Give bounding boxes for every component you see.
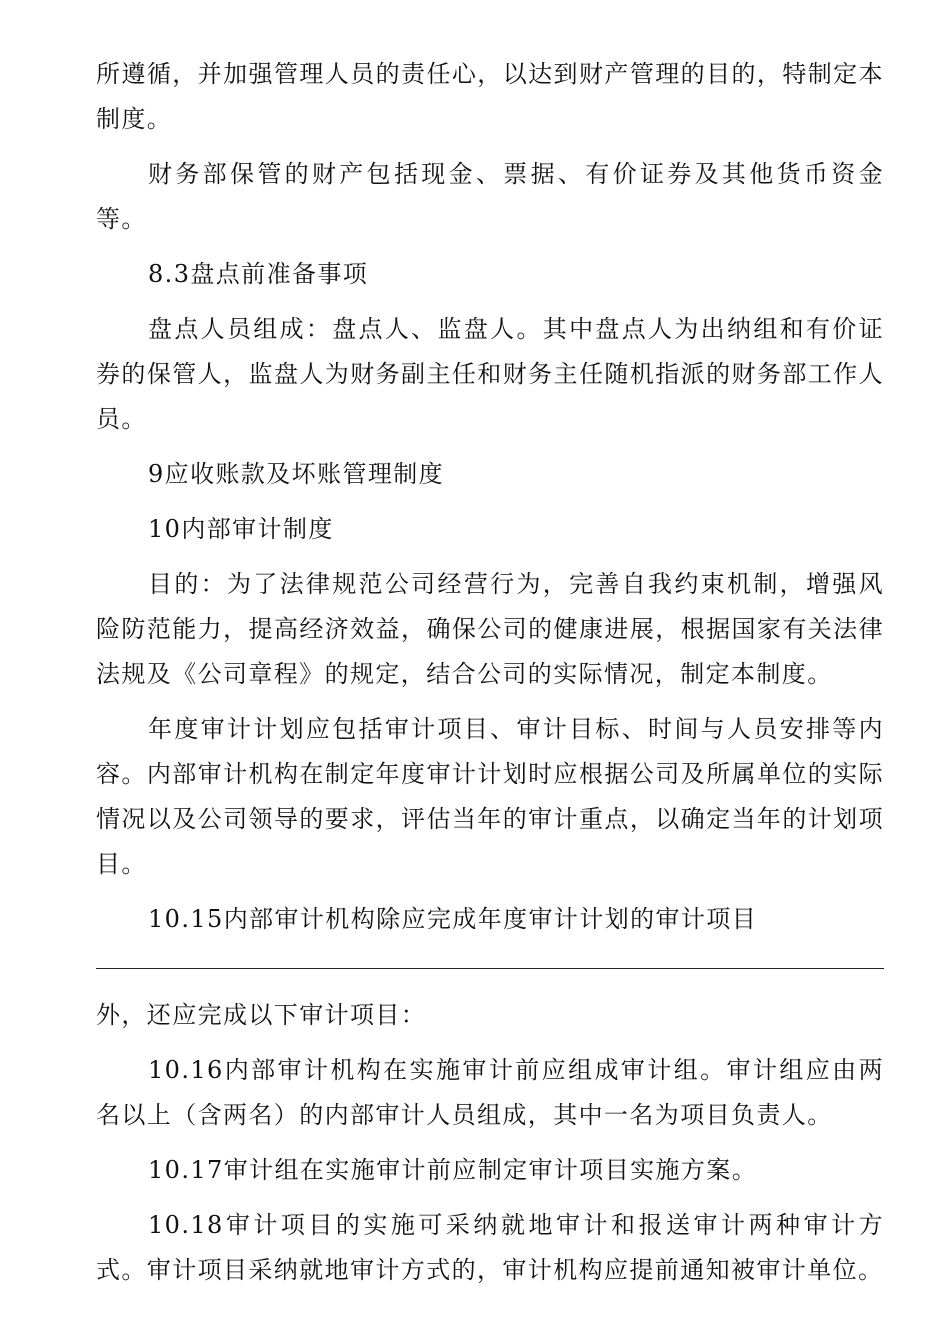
paragraph-10-18: 10.18审计项目的实施可采纳就地审计和报送审计两种审计方式。审计项目采纳就地审计方式的，审计机构应提前通知被审计单位。 xyxy=(96,1211,884,1284)
paragraph-audit-purpose: 目的：为了法律规范公司经营行为，完善自我约束机制，增强风险防范能力，提高经济效益，确保公司的健康进展，根据国家有关法律法规及《公司章程》的规定，结合公司的实际情况，制定本制度。 xyxy=(96,570,884,688)
paragraph-inventory-staff: 盘点人员组成：盘点人、监盘人。其中盘点人为出纳组和有价证券的保管人，监盘人为财务副主任和财务主任随机指派的财务部工作人员。 xyxy=(96,315,884,433)
paragraph-continuation: 所遵循，并加强管理人员的责任心，以达到财产管理的目的，特制定本制度。 xyxy=(96,60,884,133)
heading-10: 10内部审计制度 xyxy=(148,515,334,543)
paragraph-property-scope: 财务部保管的财产包括现金、票据、有价证券及其他货币资金等。 xyxy=(96,160,884,233)
page-divider xyxy=(96,968,884,969)
paragraph-10-17: 10.17审计组在实施审计前应制定审计项目实施方案。 xyxy=(148,1156,758,1184)
heading-8-3: 8.3盘点前准备事项 xyxy=(148,260,369,288)
paragraph-10-15-continued: 外，还应完成以下审计项目： xyxy=(96,1001,427,1029)
section-bottom xyxy=(96,993,884,1293)
section-top xyxy=(96,52,884,942)
paragraph-10-15: 10.15内部审计机构除应完成年度审计计划的审计项目 xyxy=(148,905,758,933)
paragraph-annual-audit-plan: 年度审计计划应包括审计项目、审计目标、时间与人员安排等内容。内部审计机构在制定年度审计计划时应根据公司及所属单位的实际情况以及公司领导的要求，评估当年的审计重点，以确定当年的计划项目。 xyxy=(96,715,884,878)
heading-9: 9应收账款及坏账管理制度 xyxy=(148,460,445,488)
document-page xyxy=(96,52,884,1293)
paragraph-10-16: 10.16内部审计机构在实施审计前应组成审计组。审计组应由两名以上（含两名）的内部审计人员组成，其中一名为项目负责人。 xyxy=(96,1056,884,1129)
